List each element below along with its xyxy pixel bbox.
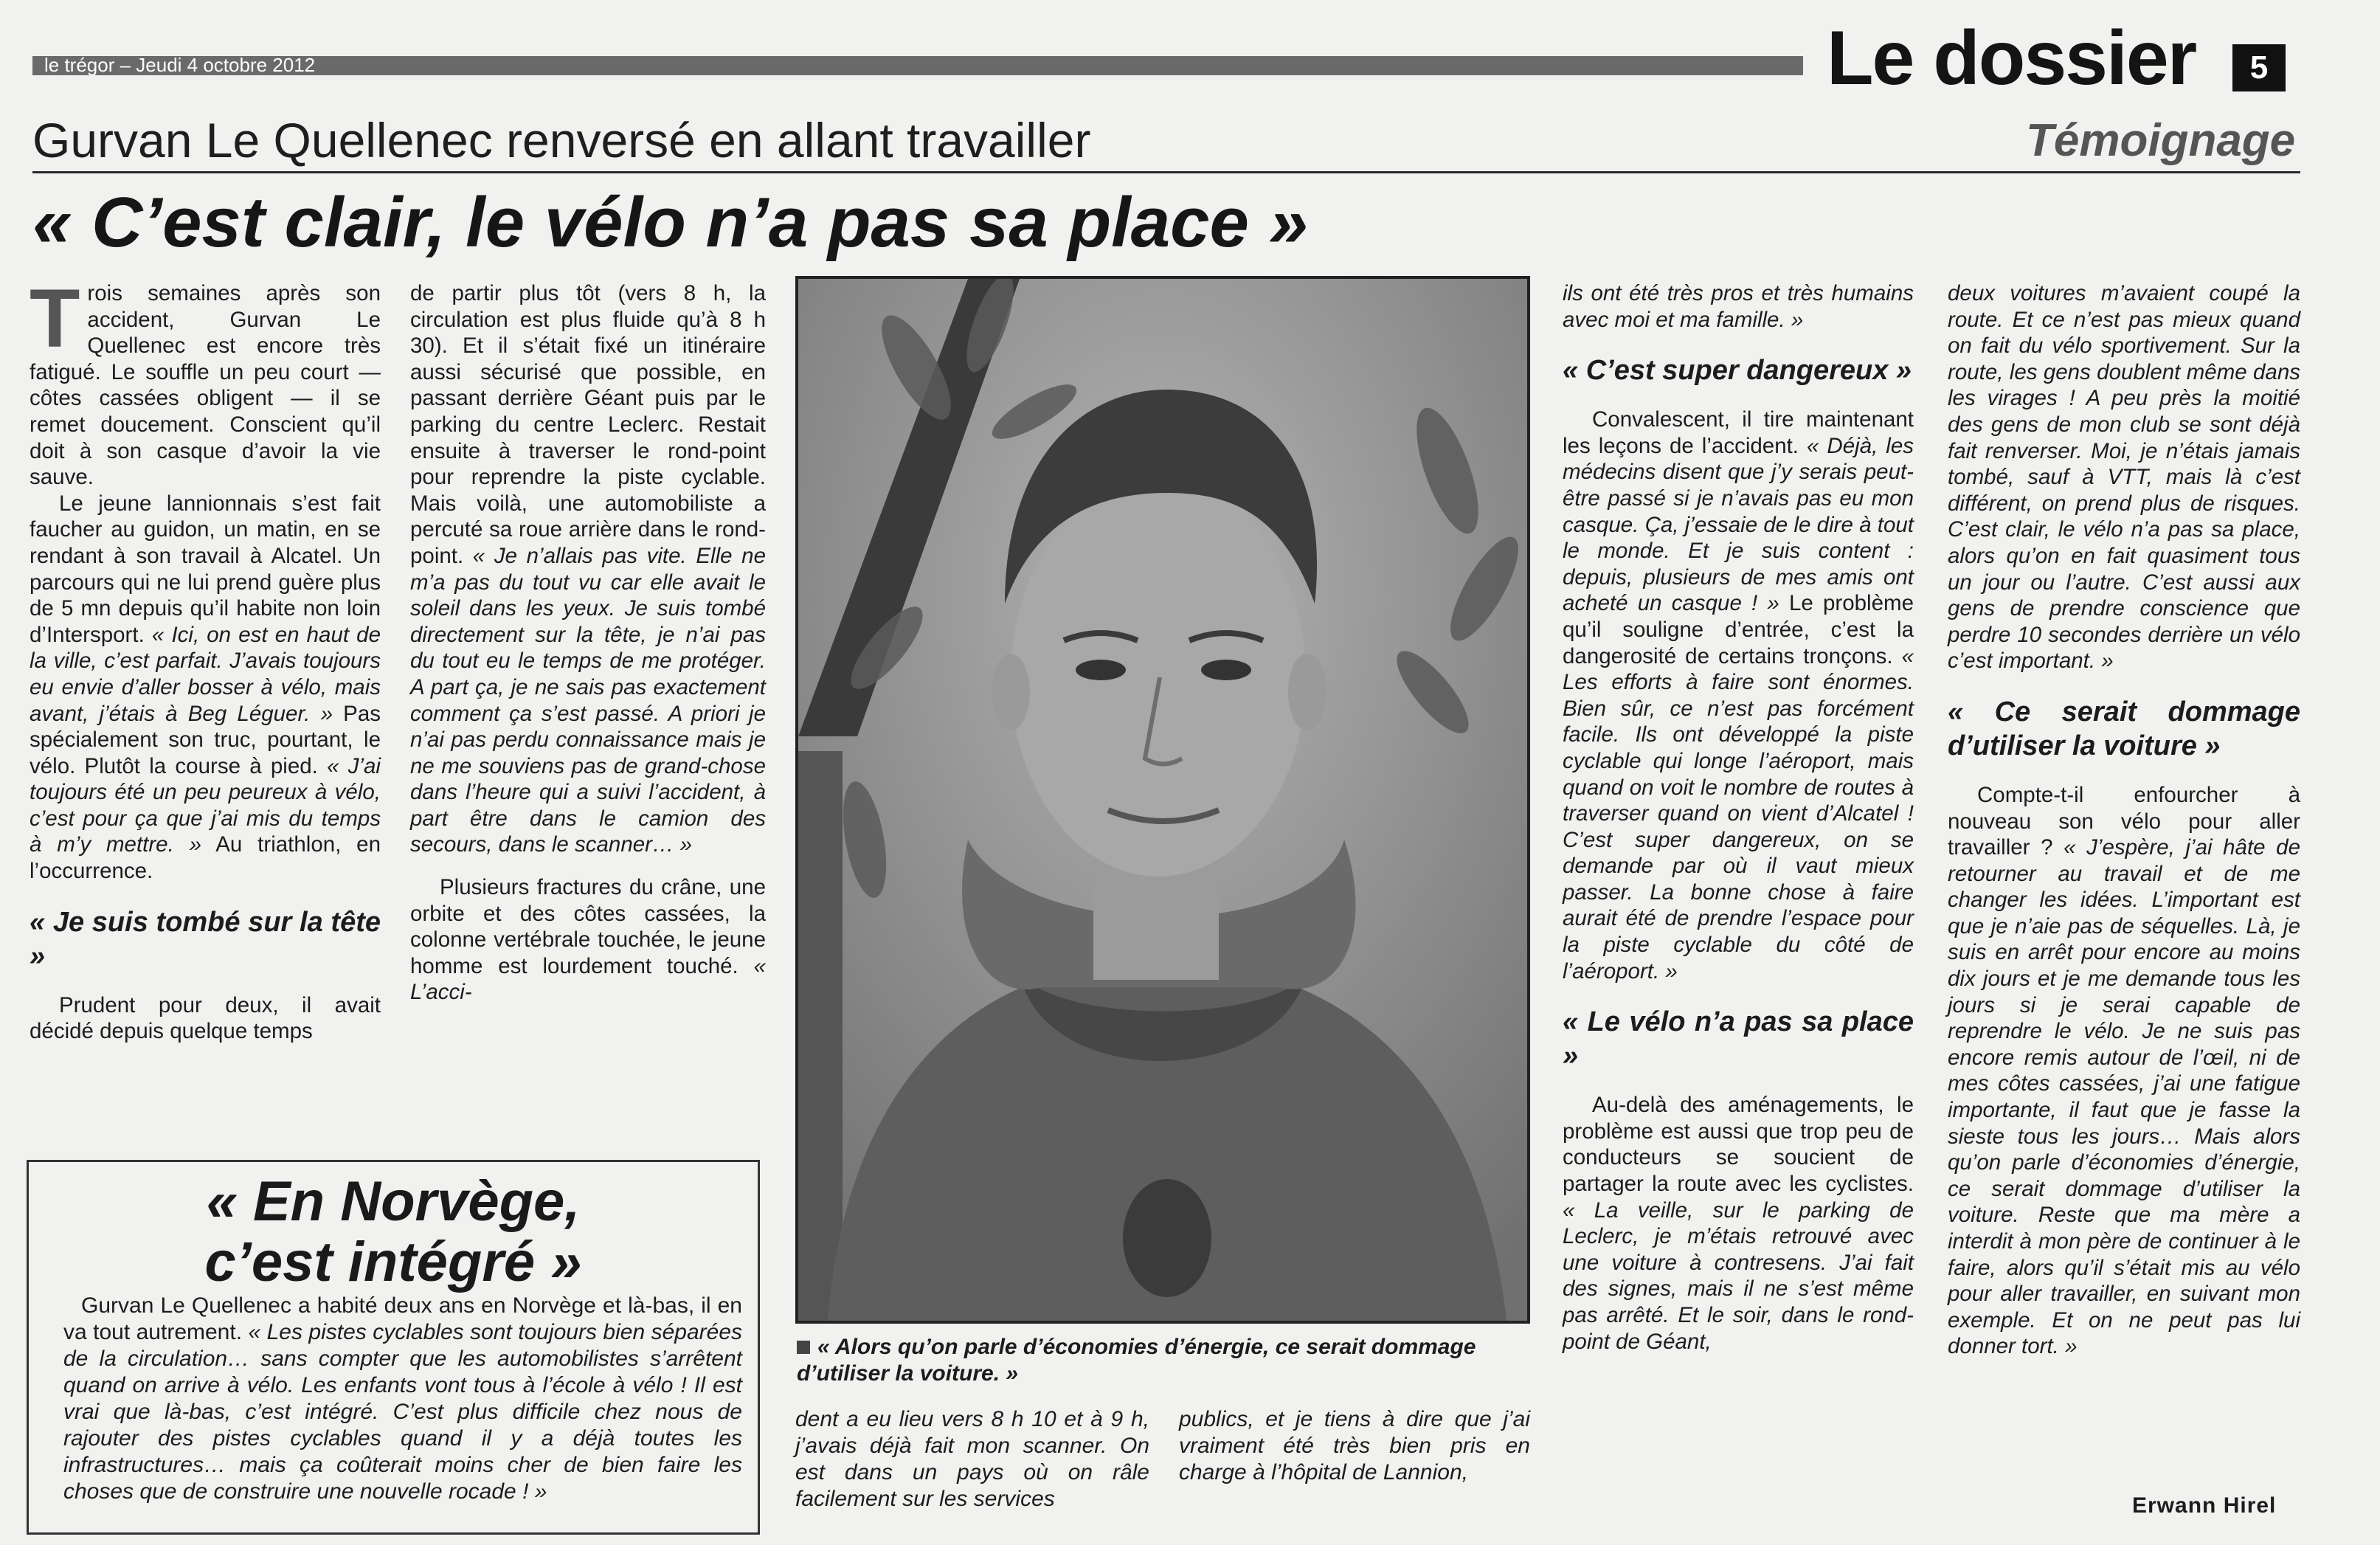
article-column-3 <box>1563 280 1914 1355</box>
paragraph-text: de partir plus tôt (vers 8 h, la circulation est plus fluide qu’à 8 h 30). Et il s’était fixé un itinéraire aussi sécurisé que possible, en passant derrière Géant puis par le parking du centre Leclerc. Restait ensuite à traverser le rond-point pour reprendre la piste cyclable. Mais voilà, une automobiliste a percuté sa roue arrière dans le rond-point. <box>410 281 766 568</box>
paragraph <box>63 1293 742 1505</box>
subheading: « Je suis tombé sur la tête » <box>30 906 381 972</box>
continued-text-right: publics, et je tiens à dire que j’ai vraiment été très bien pris en charge à l’hôpital de Lannion, <box>1179 1407 1530 1484</box>
quote: « L’acci- <box>410 953 766 1005</box>
quote: « Déjà, les médecins disent que j’y serais peut-être passé si je n’avais pas eu mon casque. Ça, j’essaie de le dire à tout le monde. Et je suis content : depuis, plusieurs de mes amis ont acheté un casque ! » <box>1563 433 1914 616</box>
quote: « Les efforts à faire sont énormes. Bien sûr, ce n’est pas forcément facile. Ils ont développé la piste cyclable qui longe l’aéroport, mais quand on voit le nombre de routes à traverser quand on vient d’Alcatel ! C’est super dangereux, on se demande par où il vaut mieux passer. La bonne chose à faire aurait été de prendre l’espace pour la piste cyclable du côté de l’aéroport. » <box>1563 643 1914 984</box>
paragraph <box>410 280 766 858</box>
paragraph: Prudent pour deux, il avait décidé depuis quelque temps <box>30 992 381 1044</box>
paragraph <box>1563 1092 1914 1355</box>
sidebar-title-line: c’est intégré » <box>204 1231 582 1293</box>
sidebar-title-line: « En Norvège, <box>206 1170 581 1233</box>
paragraph <box>1948 782 2300 1360</box>
paragraph-text: Convalescent, il tire maintenant les leçons de l’accident. <box>1563 407 1914 458</box>
subheading: « Le vélo n’a pas sa place » <box>1563 1006 1914 1072</box>
header-rule <box>32 171 2300 173</box>
paragraph-text: Compte-t-il enfourcher à nouveau son vélo pour aller travailler ? <box>1948 782 2300 860</box>
quote: « J’ai toujours été un peu peureux à vélo, c’est pour ça que j’ai mis du temps à m’y mettre. » <box>30 753 381 857</box>
paragraph-text: Pas spécialement son truc, pourtant, le vélo. Plutôt la course à pied. <box>30 701 381 778</box>
quote: « Les pistes cyclables sont toujours bien séparées de la circulation… sans compter que les automobilistes s’arrêtent quand on arrive à vélo. Les enfants vont tous à l’école à vélo ! Il est vrai que là-bas, c’est intégré. C’est plus difficile chez nous de rajouter des pistes cyclables quand il y a déjà toutes les infrastructures… mais ça coûterait moins cher de bien faire les choses que de construire une nouvelle rocade ! » <box>63 1320 742 1504</box>
caption-marker <box>797 1341 810 1354</box>
quote: « J’espère, j’ai hâte de retourner au travail et de me changer les idées. L’important est que je n’aie pas de séquelles. Là, je suis en arrêt pour encore au moins dix jours et je me demande tous les jours si je serai capable de reprendre le vélo. Je ne suis pas encore remis autour de l’œil, ni de mes côtes cassées, j’ai une fatigue importante, il faut que je fasse la sieste tous les jours… Mais alors qu’on parle d’économies d’énergie, ce serait dommage d’utiliser la voiture. Reste que ma mère a interdit à mon père de continuer à le faire, alors qu’il s’était mis au vélo pour aller travailler, en suivant mon exemple. Et on ne peut pas lui donner tort. » <box>1948 835 2300 1359</box>
portrait-photo <box>795 276 1530 1324</box>
byline: Erwann Hirel <box>2132 1493 2277 1518</box>
quote: « Ici, on est en haut de la ville, c’est parfait. J’avais toujours eu envie d’aller bosser à vélo, mais avant, j’étais à Beg Léguer. » <box>30 622 381 726</box>
section-title: Le dossier <box>1827 15 2196 101</box>
paragraph-text: Le jeune lannionnais s’est fait faucher au guidon, un matin, en se rendant à son travail à Alcatel. Un parcours qui ne lui prend guère plus de 5 mn depuis qu’il habite non loin d’Intersport. <box>30 491 381 647</box>
article-column-1 <box>30 272 381 1045</box>
paper-date: le trégor – Jeudi 4 octobre 2012 <box>44 54 316 76</box>
headline: « C’est clair, le vélo n’a pas sa place » <box>32 183 1308 262</box>
paragraph <box>1563 407 1914 984</box>
paragraph <box>30 491 381 885</box>
article-column-2 <box>410 280 766 1006</box>
paragraph-text: Plusieurs fractures du crâne, une orbite et des côtes cassées, la colonne vertébrale touchée, le jeune homme est lourdement touché. <box>410 875 766 978</box>
quote: « Je n’allais pas vite. Elle ne m’a pas du tout vu car elle avait le soleil dans les yeux. Je suis tombé directement sur la tête, je n’ai pas du tout eu le temps de me protéger. A part ça, je ne sais pas exactement comment ça s’est passé. A priori je n’ai pas perdu connaissance mais je ne me souviens pas de grand-chose dans l’heure qui a suivi l’accident, à part être dans le camion des secours, dans le scanner… » <box>410 543 766 857</box>
portrait-illustration <box>798 279 1527 1321</box>
paragraph-text: Au-delà des aménagements, le problème est aussi que trop peu de conducteurs se soucient de partager la route avec les cyclistes. <box>1563 1093 1914 1197</box>
sidebar-title <box>27 1172 760 1293</box>
quote: deux voitures m’avaient coupé la route. Et ce n’est pas mieux quand on fait du vélo sportivement. Sur la route, les gens doublent même dans les virages ! A peu près la moitié des gens de mon club se sont déjà fait renverser. Moi, je n’étais jamais tombé, sauf à VTT, mais là c’est différent, on prend plus de risques. C’est clair, le vélo n’a pas sa place, alors qu’on en fait quasiment tous un jour ou l’autre. C’est aussi aux gens de prendre conscience que perdre 10 secondes derrière un vélo c’est important. » <box>1948 281 2300 674</box>
quote: « La veille, sur le parking de Leclerc, je m’étais retrouvé avec une voiture à contresens. J’ai fait des signes, mais il ne s’est même pas arrêté. Et le soir, dans le rond-point de Géant, <box>1563 1197 1914 1354</box>
continued-text-left: dent a eu lieu vers 8 h 10 et à 9 h, j’avais déjà fait mon scanner. On est dans un pays où on râle facilement sur les services <box>795 1407 1149 1511</box>
caption-text: « Alors qu’on parle d’économies d’énergie, ce serait dommage d’utiliser la voiture. » <box>797 1335 1476 1386</box>
photo-caption <box>797 1334 1535 1387</box>
paragraph-text: rois semaines après son accident, Gurvan Le Quellenec est encore très fatigué. Le souffle un peu court — côtes cassées obligent — il se remet doucement. Conscient qu’il doit à son casque d’avoir la vie sauve. <box>30 281 381 490</box>
article-column-4 <box>1948 280 2300 1360</box>
page-number: 5 <box>2232 44 2286 91</box>
rubrique-label: Témoignage <box>2026 115 2296 166</box>
paragraph <box>410 874 766 1006</box>
paragraph-text: Gurvan Le Quellenec a habité deux ans en Norvège et là-bas, il en va tout autrement. <box>63 1293 742 1344</box>
subheading: « C’est super dangereux » <box>1563 355 1912 387</box>
sidebar-text <box>63 1293 742 1505</box>
paragraph-text: Le problème qu’il souligne d’entrée, c’est la dangerosité de certains tronçons. <box>1563 591 1914 668</box>
paragraph <box>30 272 381 491</box>
subheading: « Ce serait dommage d’utiliser la voiture » <box>1948 696 2300 761</box>
quote: ils ont été très pros et très humains avec moi et ma famille. » <box>1563 281 1914 332</box>
drop-cap: T <box>30 272 80 364</box>
paragraph-text: Au triathlon, en l’occurrence. <box>30 832 381 884</box>
kicker: Gurvan Le Quellenec renversé en allant travailler <box>32 113 1091 167</box>
